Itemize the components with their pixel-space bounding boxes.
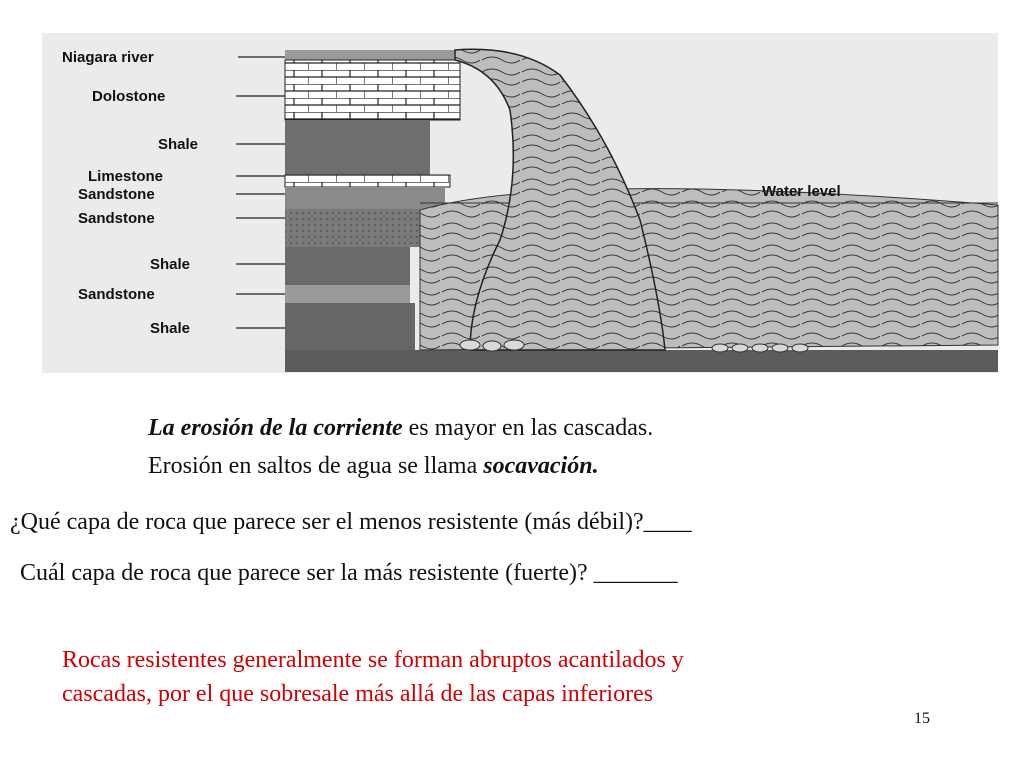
label-sandstone-2: Sandstone <box>78 210 155 227</box>
dolostone-layer <box>285 60 460 120</box>
label-niagara-river: Niagara river <box>62 49 154 66</box>
label-dolostone: Dolostone <box>92 88 166 105</box>
label-shale-3: Shale <box>150 320 191 337</box>
sandstone-layer-3 <box>285 285 410 303</box>
question-strongest-layer: Cuál capa de roca que parece ser la más resistente (fuerte)? _______ <box>20 560 678 586</box>
note-line-1: Rocas resistentes generalmente se forman abruptos acantilados y <box>62 647 684 673</box>
sandstone-layer-1 <box>285 187 445 209</box>
note-line-2: cascadas, por el que sobresale más allá de las capas inferiores <box>62 681 654 707</box>
label-limestone: Limestone <box>88 168 164 185</box>
question-weakest-layer: ¿Qué capa de roca que parece ser el menos resistente (más débil)?____ <box>10 509 692 535</box>
label-sandstone-1: Sandstone <box>78 186 155 203</box>
label-sandstone-3: Sandstone <box>78 286 155 303</box>
shale-layer-2 <box>285 247 410 285</box>
niagara-river-surface <box>285 50 455 60</box>
label-water-level: Water level <box>762 183 841 200</box>
undercutting-statement <box>148 452 599 481</box>
undercutting-term: socavación. <box>483 453 599 479</box>
shale-layer-3 <box>285 303 415 358</box>
erosion-statement <box>148 414 653 443</box>
label-shale-2: Shale <box>150 256 191 273</box>
shale-layer-1 <box>285 120 430 175</box>
undercutting-statement-start: Erosión en saltos de agua se llama <box>148 453 484 479</box>
sandstone-layer-2 <box>285 209 420 247</box>
page-number: 15 <box>914 710 930 727</box>
erosion-statement-rest: es mayor en las cascadas. <box>402 415 654 441</box>
niagara-falls-diagram <box>0 0 1024 380</box>
riverbed <box>285 350 998 372</box>
label-shale-1: Shale <box>158 136 199 153</box>
limestone-layer <box>285 175 450 187</box>
erosion-term: La erosión de la corriente <box>148 415 403 441</box>
